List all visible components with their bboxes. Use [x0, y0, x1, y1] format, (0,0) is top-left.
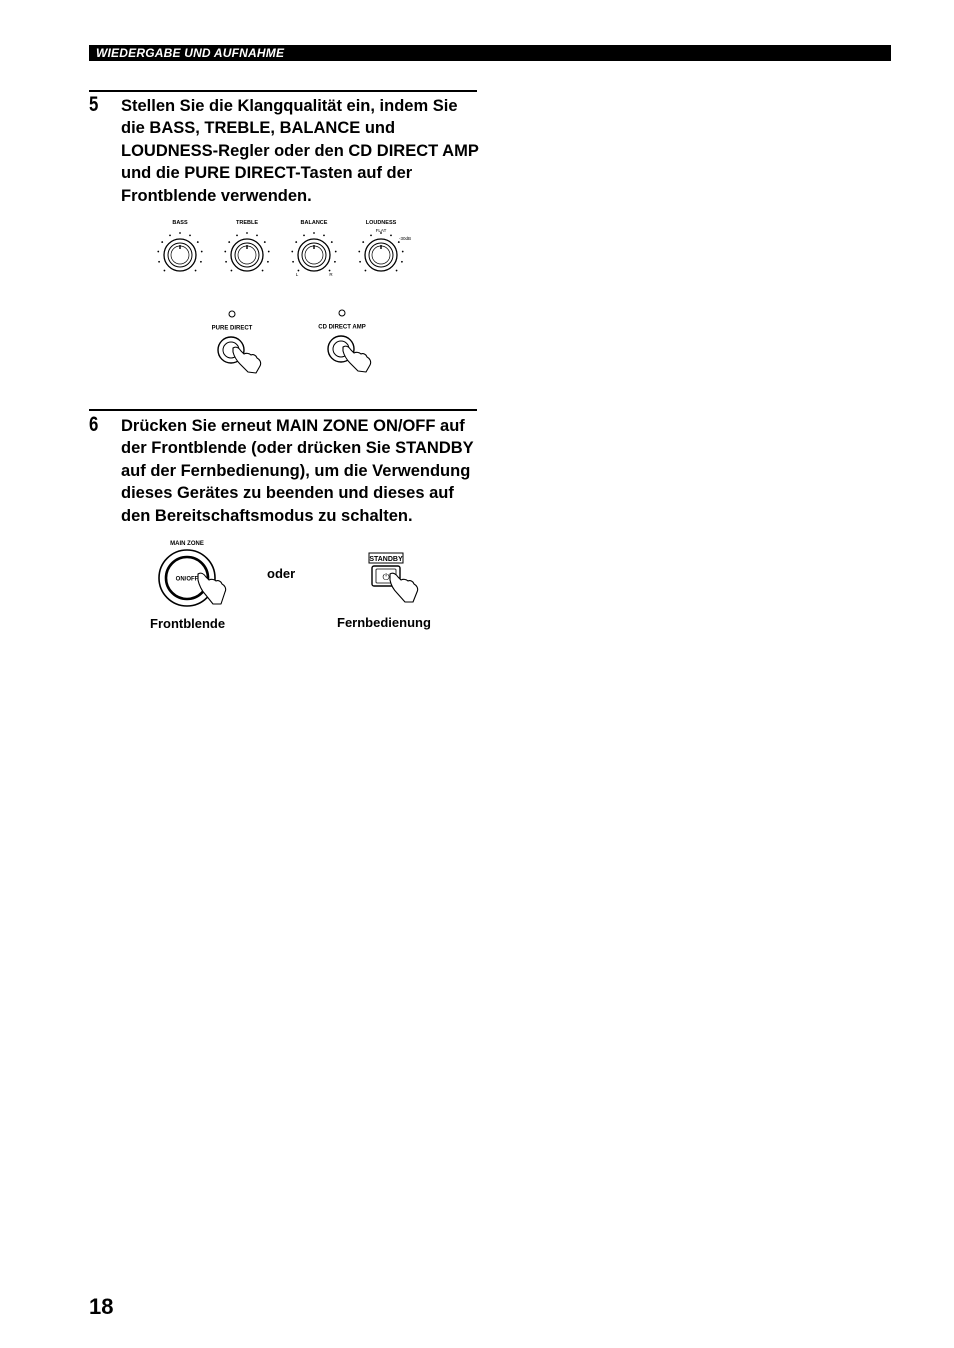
knob-tick-mark	[292, 261, 294, 263]
loudness-flat-label: FLAT	[375, 228, 387, 233]
section-title: WIEDERGABE UND AUFNAHME	[96, 46, 285, 60]
oder-label: oder	[267, 566, 296, 581]
knob-tick-mark	[195, 270, 197, 272]
knob-tick-mark	[179, 232, 181, 234]
page-number: 18	[89, 1294, 114, 1319]
balance-right-label: R	[329, 272, 333, 277]
knob-tick-mark	[200, 261, 202, 263]
main-zone-label: MAIN ZONE	[170, 541, 204, 547]
treble-knob-label: TREBLE	[236, 220, 258, 226]
cd-direct-amp-indicator	[339, 310, 345, 316]
knob-tick-mark	[262, 270, 264, 272]
step-5-number: 5	[89, 93, 99, 116]
standby-button-illustration	[362, 548, 426, 606]
loudness-knob-label: LOUDNESS	[365, 220, 397, 226]
step-5-text: Stellen Sie die Klangqualität ein, indem Sie die BASS, TREBLE, BALANCE und LOUDNESS-Regler oder den CD DIRECT AMP und die PURE DIRECT-Tasten auf der Frontblende verwenden.	[121, 97, 479, 205]
direct-buttons-illustration	[200, 306, 380, 378]
standby-label: STANDBY	[369, 556, 403, 563]
knob-tick-mark	[157, 251, 159, 253]
knob-tick-mark	[359, 261, 361, 263]
knob-tick-mark	[402, 251, 404, 253]
knob-tick-mark	[231, 270, 233, 272]
loudness-knob[interactable]	[365, 239, 397, 271]
knob-tick-mark	[224, 251, 226, 253]
knob-tick-mark	[398, 241, 400, 243]
knob-tick-mark	[225, 261, 227, 263]
knob-tick-mark	[268, 251, 270, 253]
pointing-hand-icon	[198, 573, 226, 604]
knob-tick-mark	[158, 261, 160, 263]
cd-direct-amp-label: CD DIRECT AMP	[318, 324, 366, 331]
loudness-db-label: -30dB	[398, 236, 412, 241]
knob-tick-mark	[201, 251, 203, 253]
knob-tick-mark	[396, 270, 398, 272]
knob-tick-mark	[236, 235, 238, 237]
bass-knob-label: BASS	[172, 220, 188, 226]
balance-knob-label: BALANCE	[300, 220, 328, 226]
knob-tick-mark	[334, 261, 336, 263]
frontblende-caption: Frontblende	[150, 616, 226, 631]
knob-tick-mark	[295, 241, 297, 243]
balance-left-label: L	[295, 272, 299, 277]
knob-tick-mark	[323, 235, 325, 237]
fernbedienung-caption: Fernbedienung	[337, 615, 431, 630]
step-6-number: 6	[89, 413, 99, 436]
knob-tick-mark	[264, 241, 266, 243]
knob-tick-mark	[228, 241, 230, 243]
treble-knob[interactable]	[231, 239, 263, 271]
knob-tick-mark	[390, 235, 392, 237]
bass-knob[interactable]	[164, 239, 196, 271]
knob-tick-mark	[291, 251, 293, 253]
knob-tick-mark	[335, 251, 337, 253]
power-icon: ⏻	[382, 573, 390, 583]
knob-tick-mark	[358, 251, 360, 253]
knob-tick-mark	[169, 235, 171, 237]
knob-tick-mark	[189, 235, 191, 237]
knob-tick-mark	[303, 235, 305, 237]
knob-tick-mark	[370, 235, 372, 237]
step-6-divider	[89, 409, 477, 411]
pointing-hand-icon	[343, 346, 371, 372]
knob-tick-mark	[256, 235, 258, 237]
pure-direct-label: PURE DIRECT	[211, 325, 253, 332]
knob-tick-mark	[313, 232, 315, 234]
section-header-bar	[89, 45, 891, 61]
knob-tick-mark	[197, 241, 199, 243]
tone-knobs-illustration	[150, 214, 425, 284]
pure-direct-indicator	[229, 311, 235, 317]
knob-tick-mark	[401, 261, 403, 263]
knob-tick-mark	[362, 241, 364, 243]
step-6-text: Drücken Sie erneut MAIN ZONE ON/OFF auf der Frontblende (oder drücken Sie STANDBY auf der Fernbedienung), um die Verwendung dieses Gerätes zu beenden und dieses auf den Bereitschaftsmodus zu schalten.	[121, 417, 474, 525]
knob-tick-mark	[161, 241, 163, 243]
on-off-label: ON/OFF	[175, 576, 199, 583]
main-zone-button-illustration	[150, 536, 240, 610]
balance-knob[interactable]	[298, 239, 330, 271]
knob-tick-mark	[267, 261, 269, 263]
knob-tick-mark	[164, 270, 166, 272]
knob-tick-mark	[365, 270, 367, 272]
knob-tick-mark	[246, 232, 248, 234]
pointing-hand-icon	[233, 347, 261, 373]
pointing-hand-icon	[390, 573, 418, 602]
knob-tick-mark	[331, 241, 333, 243]
step-5-divider	[89, 90, 477, 92]
